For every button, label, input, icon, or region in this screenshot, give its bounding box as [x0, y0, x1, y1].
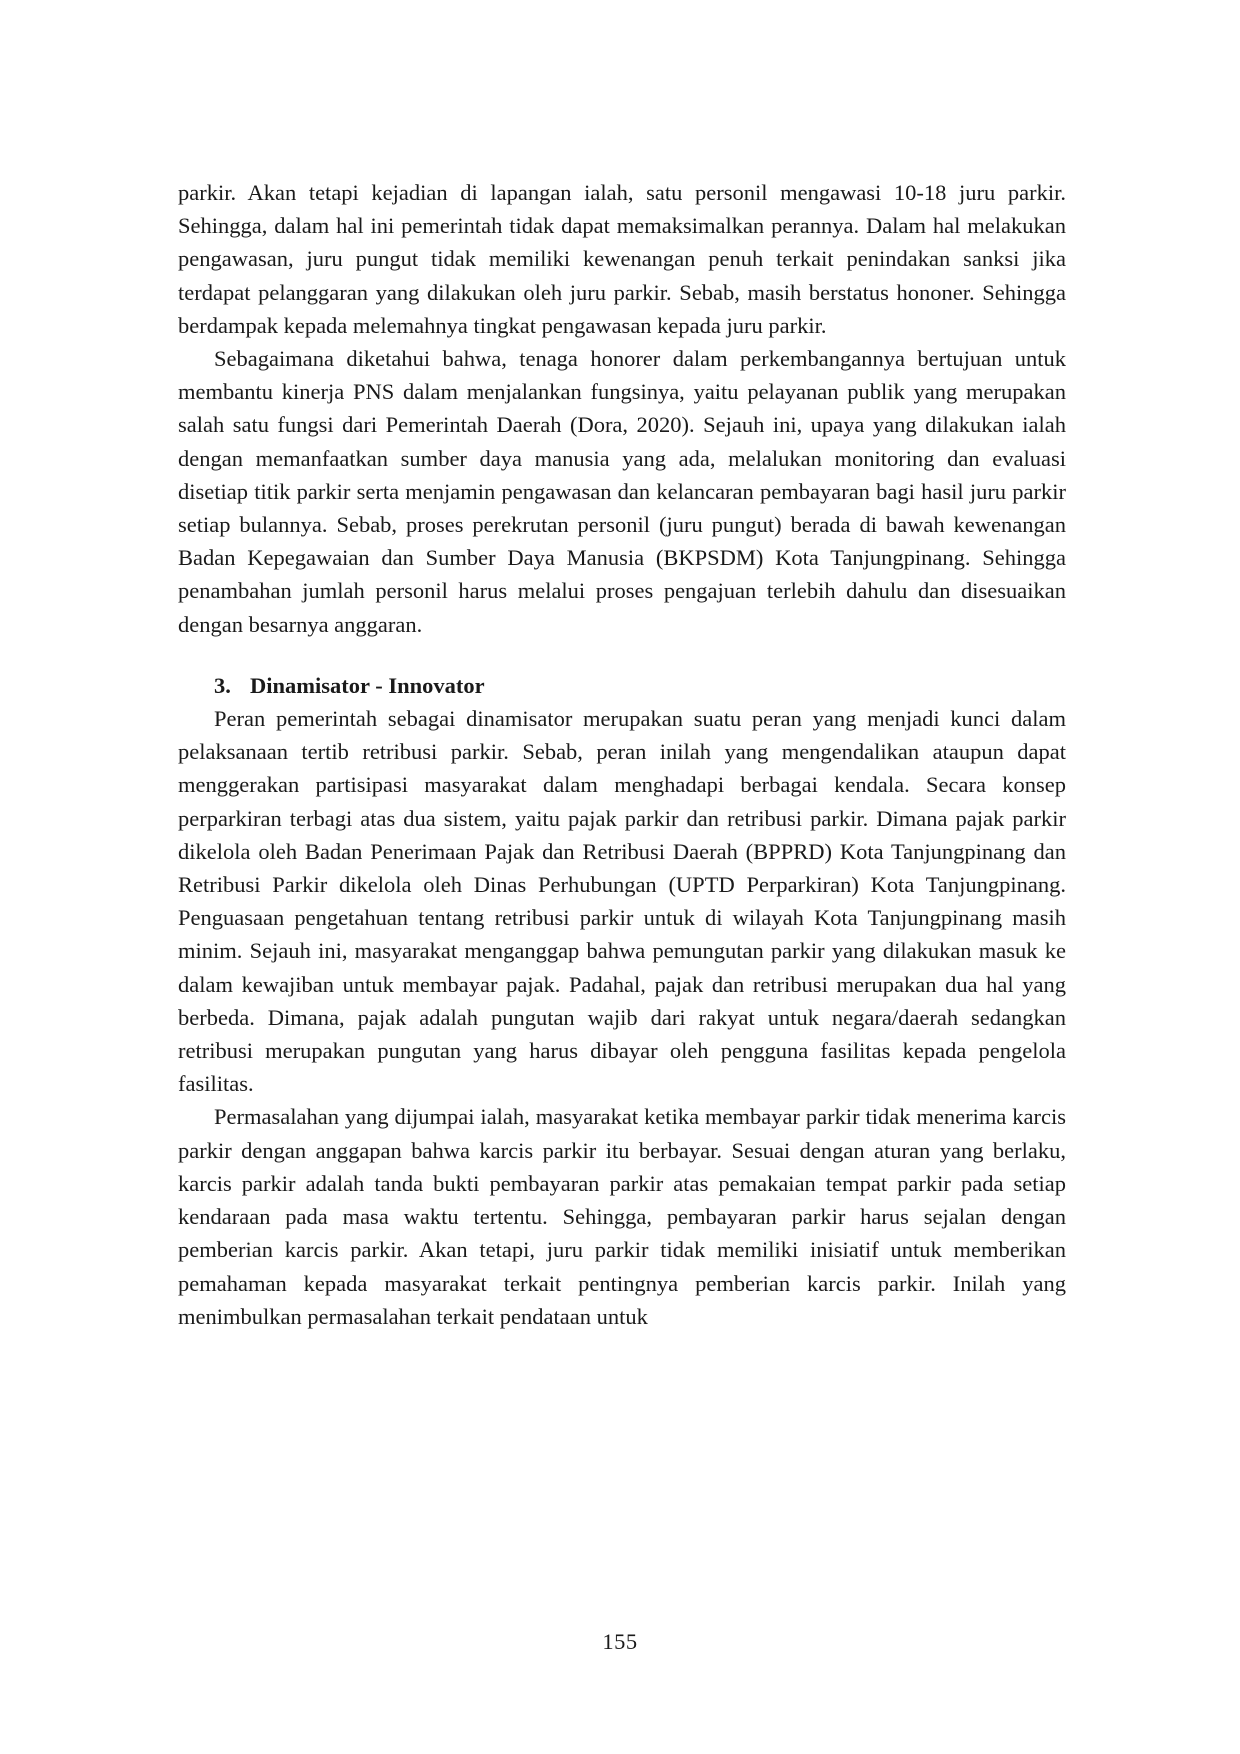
- paragraph-continuation: parkir. Akan tetapi kejadian di lapangan ialah, satu personil mengawasi 10-18 juru parkir. Sehingga, dalam hal ini pemerintah tidak dapat memaksimalkan perannya. Dalam hal melakukan pengawasan, juru pungut tidak memiliki kewenangan penuh terkait penindakan sanksi jika terdapat pelanggaran yang dilakukan oleh juru parkir. Sebab, masih berstatus hononer. Sehingga berdampak kepada melemahnya tingkat pengawasan kepada juru parkir.: [178, 180, 1066, 338]
- paragraph-honorer: Sebagaimana diketahui bahwa, tenaga honorer dalam perkembangannya bertujuan untuk membantu kinerja PNS dalam menjalankan fungsinya, yaitu pelayanan publik yang merupakan salah satu fungsi dari Pemerintah Daerah (Dora, 2020). Sejauh ini, upaya yang dilakukan ialah dengan memanfaatkan sumber daya manusia yang ada, melalukan monitoring dan evaluasi disetiap titik parkir serta menjamin pengawasan dan kelancaran pembayaran bagi hasil juru parkir setiap bulannya. Sebab, proses perekrutan personil (juru pungut) berada di bawah kewenangan Badan Kepegawaian dan Sumber Daya Manusia (BKPSDM) Kota Tanjungpinang. Sehingga penambahan jumlah personil harus melalui proses pengajuan terlebih dahulu dan disesuaikan dengan besarnya anggaran.: [178, 346, 1066, 637]
- document-body: [178, 176, 1066, 1333]
- page-number: 155: [602, 1629, 638, 1654]
- section-title: Dinamisator - Innovator: [250, 672, 485, 698]
- paragraph-karcis: Permasalahan yang dijumpai ialah, masyarakat ketika membayar parkir tidak menerima karcis parkir dengan anggapan bahwa karcis parkir itu berbayar. Sesuai dengan aturan yang berlaku, karcis parkir adalah tanda bukti pembayaran parkir atas pemakaian tempat parkir pada setiap kendaraan pada masa waktu tertentu. Sehingga, pembayaran parkir harus sejalan dengan pemberian karcis parkir. Akan tetapi, juru parkir tidak memiliki inisiatif untuk memberikan pemahaman kepada masyarakat terkait pentingnya pemberian karcis parkir. Inilah yang menimbulkan permasalahan terkait pendataan untuk: [178, 1104, 1066, 1329]
- section-number: 3.: [214, 672, 231, 698]
- paragraph-dinamisator: Peran pemerintah sebagai dinamisator merupakan suatu peran yang menjadi kunci dalam pelaksanaan tertib retribusi parkir. Sebab, peran inilah yang mengendalikan ataupun dapat menggerakan partisipasi masyarakat dalam menghadapi berbagai kendala. Secara konsep perparkiran terbagi atas dua sistem, yaitu pajak parkir dan retribusi parkir. Dimana pajak parkir dikelola oleh Badan Penerimaan Pajak dan Retribusi Daerah (BPPRD) Kota Tanjungpinang dan Retribusi Parkir dikelola oleh Dinas Perhubungan (UPTD Perparkiran) Kota Tanjungpinang. Penguasaan pengetahuan tentang retribusi parkir untuk di wilayah Kota Tanjungpinang masih minim. Sejauh ini, masyarakat menganggap bahwa pemungutan parkir yang dilakukan masuk ke dalam kewajiban untuk membayar pajak. Padahal, pajak dan retribusi merupakan dua hal yang berbeda. Dimana, pajak adalah pungutan wajib dari rakyat untuk negara/daerah sedangkan retribusi merupakan pungutan yang harus dibayar oleh pengguna fasilitas kepada pengelola fasilitas.: [178, 706, 1066, 1097]
- section-heading: [178, 669, 1066, 702]
